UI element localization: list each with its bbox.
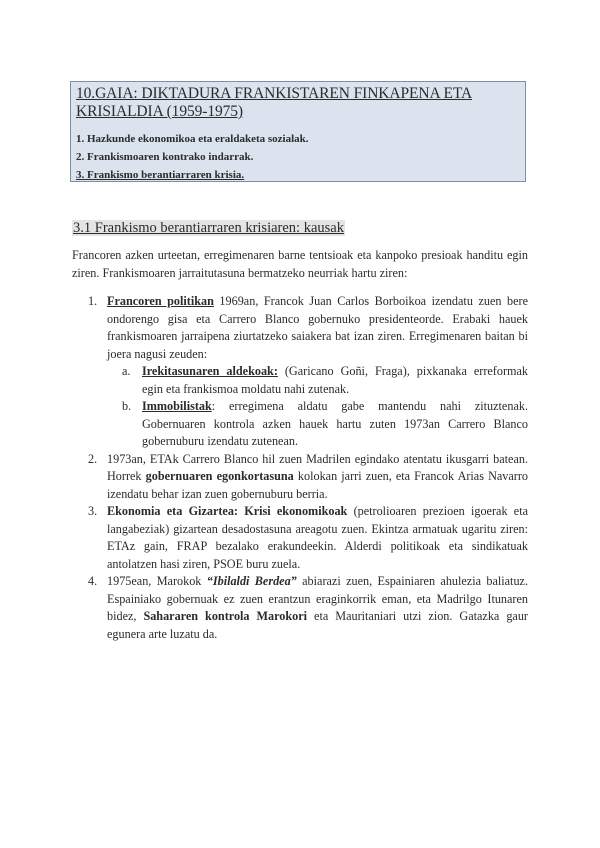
sub-number: a. <box>122 364 131 378</box>
list-number: 1. <box>88 294 98 308</box>
item-text: 1969an, Francok Juan Carlos Borboikoa izendatu zuen bere ondorengo gisa eta Carrero Blanco gobernuko presidenteorde. Erabaki hauek frankismoaren jarraipena ziurtatzeko saiakera bat izan ziren. Erregimenaren baitan bi joera nagusi zeuden: <box>107 294 528 361</box>
sub-list-item <box>122 363 528 398</box>
item-pre: 1975ean, Marokok <box>107 574 207 588</box>
causes-list <box>88 293 528 643</box>
sub-text: : erregimena aldatu gabe mantendu nahi zituztenak. Gobernuaren kontrola azken hauek hartu zuten 1973an Carrero Blanco gobernuburu izendatu zutenean. <box>142 399 528 448</box>
list-item <box>88 573 528 643</box>
sub-list-item <box>122 398 528 451</box>
section-heading-text: 3.1 Frankismo berantiarraren krisiaren: kausak <box>73 220 344 236</box>
item-bold: Francoren politikan <box>107 294 214 308</box>
item-bold: Sahararen kontrola Marokori <box>143 609 308 623</box>
toc-item-2[interactable]: 2. Frankismoaren kontrako indarrak. <box>76 151 254 163</box>
item-italic: “Ibilaldi Berdea” <box>206 574 297 588</box>
item-text: (petrolioaren prezioen igoerak eta langabeziak) gizartean desadostasuna areagotu zuen. Ekintza armatuak ugaritu ziren: ETAz gain, FRAP bezalako erakundeekin. Alderdi politikoak eta sindikatuak antolatzen hasi ziren, PSOE buru zuela. <box>107 504 528 571</box>
sub-number: b. <box>122 399 132 413</box>
item-pre: 1973an, ETAk Carrero Blanco hil zuen Madrilen egindako atentatu ikusgarri batean. Horrek <box>107 451 528 483</box>
sub-bold: Immobilistak <box>142 399 212 413</box>
section-heading <box>72 219 345 237</box>
list-number: 3. <box>88 504 98 518</box>
list-number: 4. <box>88 574 98 588</box>
item-bold: Ekonomia eta Gizartea: Krisi ekonomikoak <box>107 504 348 518</box>
title-box <box>70 81 526 182</box>
intro-paragraph: Francoren azken urteetan, erregimenaren barne tentsioak eta kanpoko presioak handitu egin ziren. Frankismoaren jarraitutasuna bermatzeko neurriak hartu ziren: <box>72 248 528 280</box>
sub-bold: Irekitasunaren aldekoak: <box>142 364 278 378</box>
item-text: kolokan jarri zuen, eta Francok Arias Navarro izendatu behar izan zuen gobernuburu berria. <box>107 469 529 501</box>
table-of-contents <box>76 130 520 184</box>
list-item <box>88 503 528 573</box>
sub-text: (Garicano Goñi, Fraga), pixkanaka erreformak egin eta frankismoa moldatu nahi zutenak. <box>142 364 528 396</box>
page-title: 10.GAIA: DIKTADURA FRANKISTAREN FINKAPENA ETA KRISIALDIA (1959-1975) <box>76 85 473 120</box>
toc-item-1[interactable]: 1. Hazkunde ekonomikoa eta eraldaketa sozialak. <box>76 133 309 145</box>
item-mid: abiarazi zuen, Espainiaren ahulezia baliatuz. Espainiako gobernuak ez zuen erantzun eraginkorrik eman, eta Madrilgo Itunaren bidez, <box>107 574 528 623</box>
list-number: 2. <box>88 451 98 466</box>
list-item <box>88 451 528 504</box>
list-item <box>88 293 528 363</box>
item-bold: gobernuaren egonkortasuna <box>145 469 294 483</box>
toc-item-3[interactable]: 3. Frankismo berantiarraren krisia. <box>76 169 245 181</box>
item-text: eta Mauritaniari utzi zion. Gatazka gaur egunera arte luzatu da. <box>107 609 528 641</box>
